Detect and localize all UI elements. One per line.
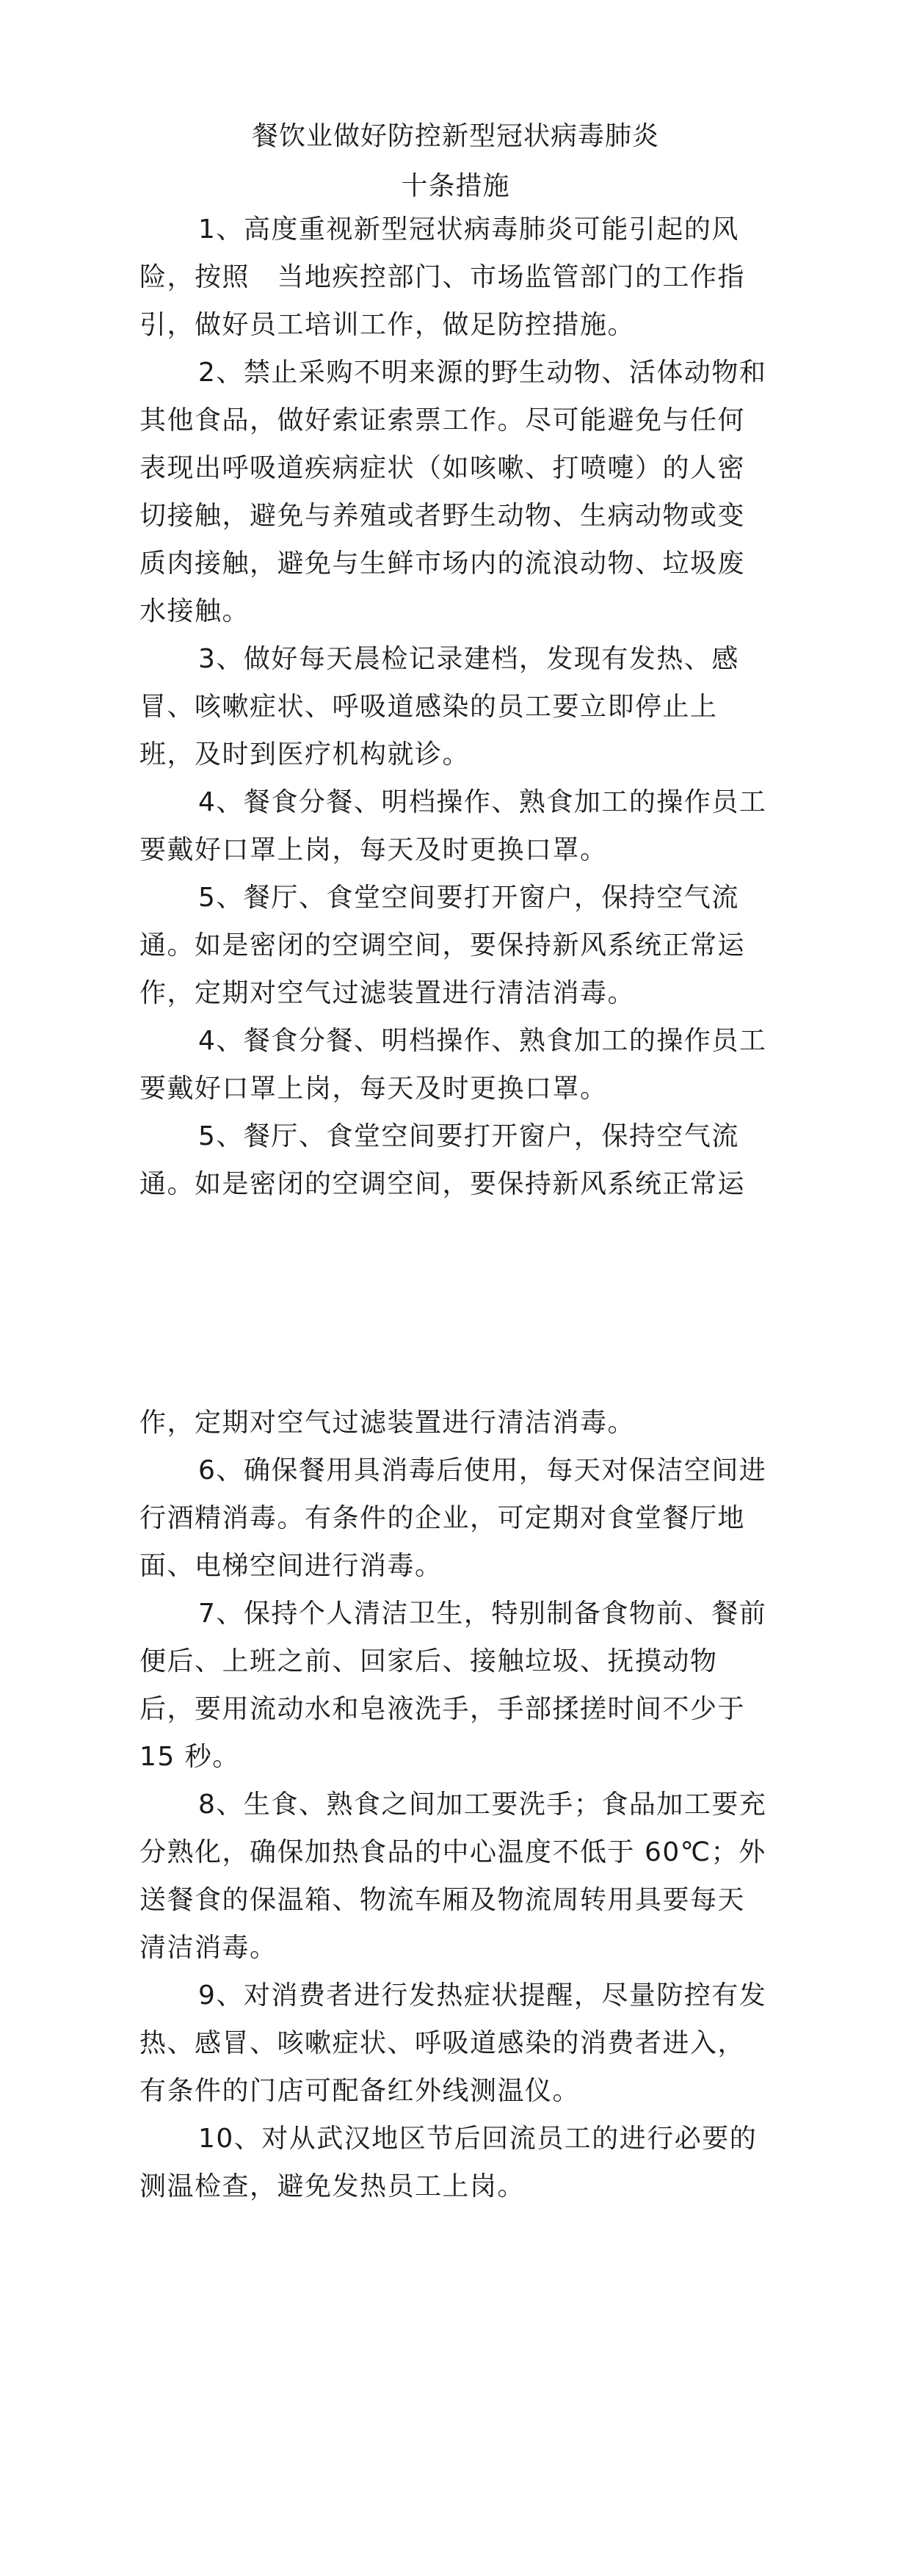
measure-item-5-repeat: 5、餐厅、食堂空间要打开窗户，保持空气流通。如是密闭的空调空间，要保持新风系统正常运 <box>139 1121 746 1199</box>
measure-item-5-continuation: 作，定期对空气过滤装置进行清洁消毒。 <box>139 1408 636 1438</box>
measure-item-7: 7、保持个人清洁卫生，特别制备食物前、餐前便后、上班之前、回家后、接触垃圾、抚摸动物后，要用流动水和皂液洗手，手部揉搓时间不少于 15 秒。 <box>139 1599 767 1772</box>
measure-item-4-repeat: 4、餐食分餐、明档操作、熟食加工的操作员工要戴好口罩上岗，每天及时更换口罩。 <box>139 1026 767 1104</box>
measure-item-9: 9、对消费者进行发热症状提醒，尽量防控有发热、感冒、咳嗽症状、呼吸道感染的消费者进入，有条件的门店可配备红外线测温仪。 <box>139 1980 767 2106</box>
measure-item-5: 5、餐厅、食堂空间要打开窗户，保持空气流通。如是密闭的空调空间，要保持新风系统正常运作，定期对空气过滤装置进行清洁消毒。 <box>139 883 746 1008</box>
measure-item-1: 1、高度重视新型冠状病毒肺炎可能引起的风险，按照 当地疾控部门、市场监管部门的工作指引，做好员工培训工作，做足防控措施。 <box>139 214 746 340</box>
measure-item-2: 2、禁止采购不明来源的野生动物、活体动物和其他食品，做好索证索票工作。尽可能避免与任何表现出呼吸道疾病症状（如咳嗽、打喷嚏）的人密切接触，避免与养殖或者野生动物、生病动物或变质肉接触，避免与生鲜市场内的流浪动物、垃圾废水接触。 <box>139 358 767 626</box>
measure-item-10: 10、对从武汉地区节后回流员工的进行必要的测温检查，避免发热员工上岗。 <box>139 2124 758 2201</box>
measures-section-bottom <box>139 1399 771 2210</box>
document-title: 餐饮业做好防控新型冠状病毒肺炎 <box>251 121 659 151</box>
measure-item-8: 8、生食、熟食之间加工要洗手；食品加工要充分熟化，确保加热食品的中心温度不低于 60℃；外送餐食的保温箱、物流车厢及物流周转用具要每天清洁消毒。 <box>139 1790 767 1963</box>
measure-item-3: 3、做好每天晨检记录建档，发现有发热、感冒、咳嗽症状、呼吸道感染的员工要立即停止上班，及时到医疗机构就诊。 <box>139 644 739 770</box>
document-subtitle: 十条措施 <box>401 171 510 201</box>
measure-item-4: 4、餐食分餐、明档操作、熟食加工的操作员工要戴好口罩上岗，每天及时更换口罩。 <box>139 787 767 865</box>
measure-item-6: 6、确保餐用具消毒后使用，每天对保洁空间进行酒精消毒。有条件的企业，可定期对食堂餐厅地面、电梯空间进行消毒。 <box>139 1455 767 1581</box>
measures-section-top <box>139 206 771 1208</box>
